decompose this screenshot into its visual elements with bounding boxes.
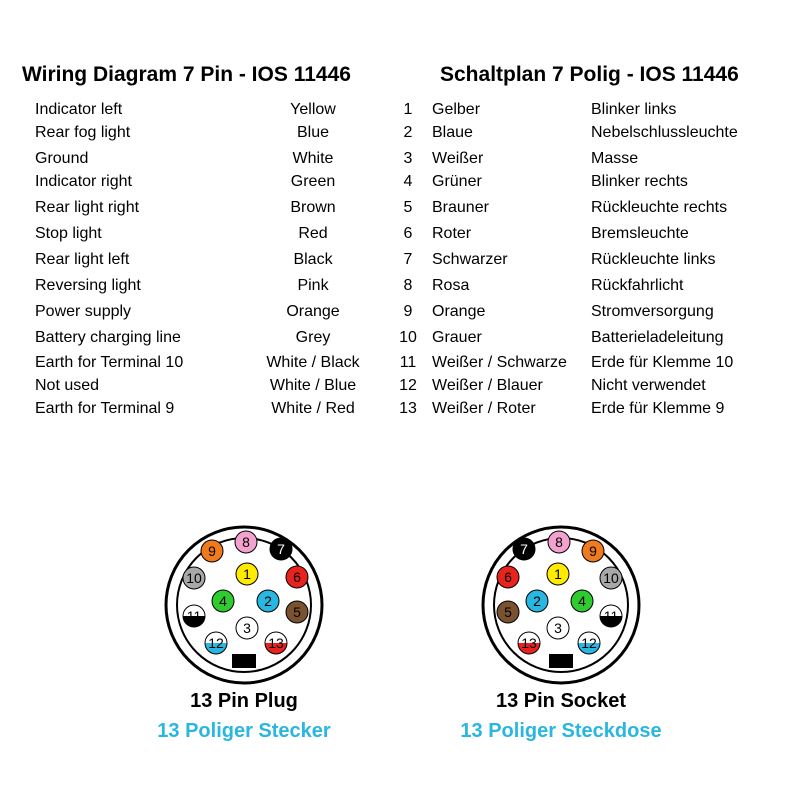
function-de: Masse <box>591 150 639 167</box>
pin-label: 8 <box>242 534 250 550</box>
pin-label: 3 <box>243 620 251 636</box>
wire-color-de: Orange <box>432 303 486 320</box>
pin-label: 11 <box>603 608 619 624</box>
pin-5 <box>497 601 519 623</box>
pin-9 <box>582 540 604 562</box>
function-de: Bremsleuchte <box>591 225 689 242</box>
pin-2 <box>257 590 279 612</box>
socket-caption-german: 13 Poliger Steckdose <box>460 720 662 742</box>
pin-number: 13 <box>399 400 417 417</box>
wire-color-de: Roter <box>432 225 472 242</box>
function-en: Stop light <box>35 225 102 242</box>
function-en: Not used <box>35 377 100 394</box>
pin-4 <box>212 590 234 612</box>
pin-number: 11 <box>399 354 417 371</box>
wire-color-en: Blue <box>296 124 330 141</box>
pin-number: 12 <box>399 377 417 394</box>
socket-caption-english: 13 Pin Socket <box>495 690 627 712</box>
pin-label: 2 <box>264 593 272 609</box>
wire-color-de: Weißer / Schwarze <box>432 354 567 371</box>
function-de: Rückleuchte rechts <box>591 199 728 216</box>
pin-label: 5 <box>293 604 301 620</box>
pin-4 <box>571 590 593 612</box>
function-de: Nicht verwendet <box>591 377 706 394</box>
wire-color-en: White <box>292 150 334 167</box>
wire-color-de: Gelber <box>432 101 481 118</box>
wire-color-en: Red <box>298 225 328 242</box>
pin-label: 3 <box>554 620 562 636</box>
pin-label: 13 <box>521 635 537 651</box>
function-de: Blinker rechts <box>591 173 688 190</box>
pin-7 <box>513 538 535 560</box>
pin-label: 6 <box>504 569 512 585</box>
pin-label: 13 <box>268 635 284 651</box>
pin-label: 9 <box>208 543 216 559</box>
function-en: Rear light left <box>35 251 130 268</box>
pin-number: 4 <box>403 173 413 190</box>
pin-label: 5 <box>504 604 512 620</box>
function-en: Battery charging line <box>35 329 181 346</box>
pin-label: 6 <box>293 569 301 585</box>
wire-color-de: Grauer <box>432 329 482 346</box>
pin-6 <box>286 566 308 588</box>
pin-8 <box>235 531 257 553</box>
pin-9 <box>201 540 223 562</box>
wire-color-en: White / Black <box>266 354 360 371</box>
wire-color-de: Grüner <box>432 173 482 190</box>
function-de: Nebelschlussleuchte <box>591 124 738 141</box>
pin-2 <box>526 590 548 612</box>
title-german: Schaltplan 7 Polig - IOS 11446 <box>440 63 739 86</box>
wire-color-en: Green <box>290 173 336 190</box>
key-notch <box>232 654 256 668</box>
pin-number: 9 <box>403 303 413 320</box>
wire-color-en: Black <box>293 251 333 268</box>
socket-connector <box>483 527 639 683</box>
function-de: Stromversorgung <box>591 303 714 320</box>
pin-7 <box>270 538 292 560</box>
pin-label: 1 <box>554 566 562 582</box>
plug-caption-german: 13 Poliger Stecker <box>157 720 331 742</box>
pin-number: 8 <box>403 277 413 294</box>
pin-label: 10 <box>603 570 619 586</box>
pin-10 <box>183 567 205 589</box>
pin-3 <box>236 617 258 639</box>
pin-8 <box>548 531 570 553</box>
plug-connector <box>166 527 322 683</box>
pin-number: 1 <box>403 101 413 118</box>
wire-color-de: Schwarzer <box>432 251 508 268</box>
function-en: Power supply <box>35 303 132 320</box>
wire-color-en: Pink <box>297 277 329 294</box>
pin-number: 10 <box>399 329 417 346</box>
pin-label: 11 <box>186 608 202 624</box>
wire-color-de: Weißer / Roter <box>432 400 536 417</box>
pin-10 <box>600 567 622 589</box>
function-en: Indicator left <box>35 101 123 118</box>
wire-color-de: Brauner <box>432 199 489 216</box>
function-en: Rear light right <box>35 199 140 216</box>
function-en: Indicator right <box>35 173 132 190</box>
function-en: Reversing light <box>35 277 141 294</box>
pin-label: 4 <box>578 593 586 609</box>
pin-6 <box>497 566 519 588</box>
pin-number: 5 <box>403 199 413 216</box>
pin-1 <box>236 563 258 585</box>
pin-label: 7 <box>277 541 285 557</box>
function-de: Blinker links <box>591 101 677 118</box>
pin-label: 12 <box>208 635 224 651</box>
pin-number: 3 <box>403 150 413 167</box>
pin-number: 6 <box>403 225 413 242</box>
wire-color-en: White / Red <box>271 400 355 417</box>
title-english: Wiring Diagram 7 Pin - IOS 11446 <box>22 63 351 86</box>
pin-label: 1 <box>243 566 251 582</box>
function-de: Rückfahrlicht <box>591 277 684 294</box>
pin-label: 9 <box>589 543 597 559</box>
function-en: Ground <box>35 150 89 167</box>
key-notch <box>549 654 573 668</box>
pin-label: 4 <box>219 593 227 609</box>
function-en: Earth for Terminal 9 <box>35 400 175 417</box>
wire-color-de: Rosa <box>432 277 470 294</box>
wire-color-de: Weißer <box>432 150 484 167</box>
pin-label: 10 <box>186 570 202 586</box>
pin-3 <box>547 617 569 639</box>
function-de: Erde für Klemme 9 <box>591 400 725 417</box>
wire-color-en: Orange <box>286 303 340 320</box>
function-en: Rear fog light <box>35 124 131 141</box>
wire-color-en: Grey <box>295 329 331 346</box>
wire-color-en: Brown <box>290 199 336 216</box>
pin-label: 2 <box>533 593 541 609</box>
function-de: Erde für Klemme 10 <box>591 354 734 371</box>
pin-number: 7 <box>403 251 413 268</box>
pin-label: 7 <box>520 541 528 557</box>
function-de: Batterieladeleitung <box>591 329 724 346</box>
wire-color-en: White / Blue <box>269 377 357 394</box>
pin-label: 12 <box>581 635 597 651</box>
function-de: Rückleuchte links <box>591 251 716 268</box>
pin-1 <box>547 563 569 585</box>
wire-color-de: Blaue <box>432 124 473 141</box>
wire-color-en: Yellow <box>290 101 336 118</box>
function-en: Earth for Terminal 10 <box>35 354 184 371</box>
pin-number: 2 <box>403 124 413 141</box>
pin-5 <box>286 601 308 623</box>
wire-color-de: Weißer / Blauer <box>432 377 543 394</box>
plug-caption-english: 13 Pin Plug <box>190 690 298 712</box>
pin-label: 8 <box>555 534 563 550</box>
